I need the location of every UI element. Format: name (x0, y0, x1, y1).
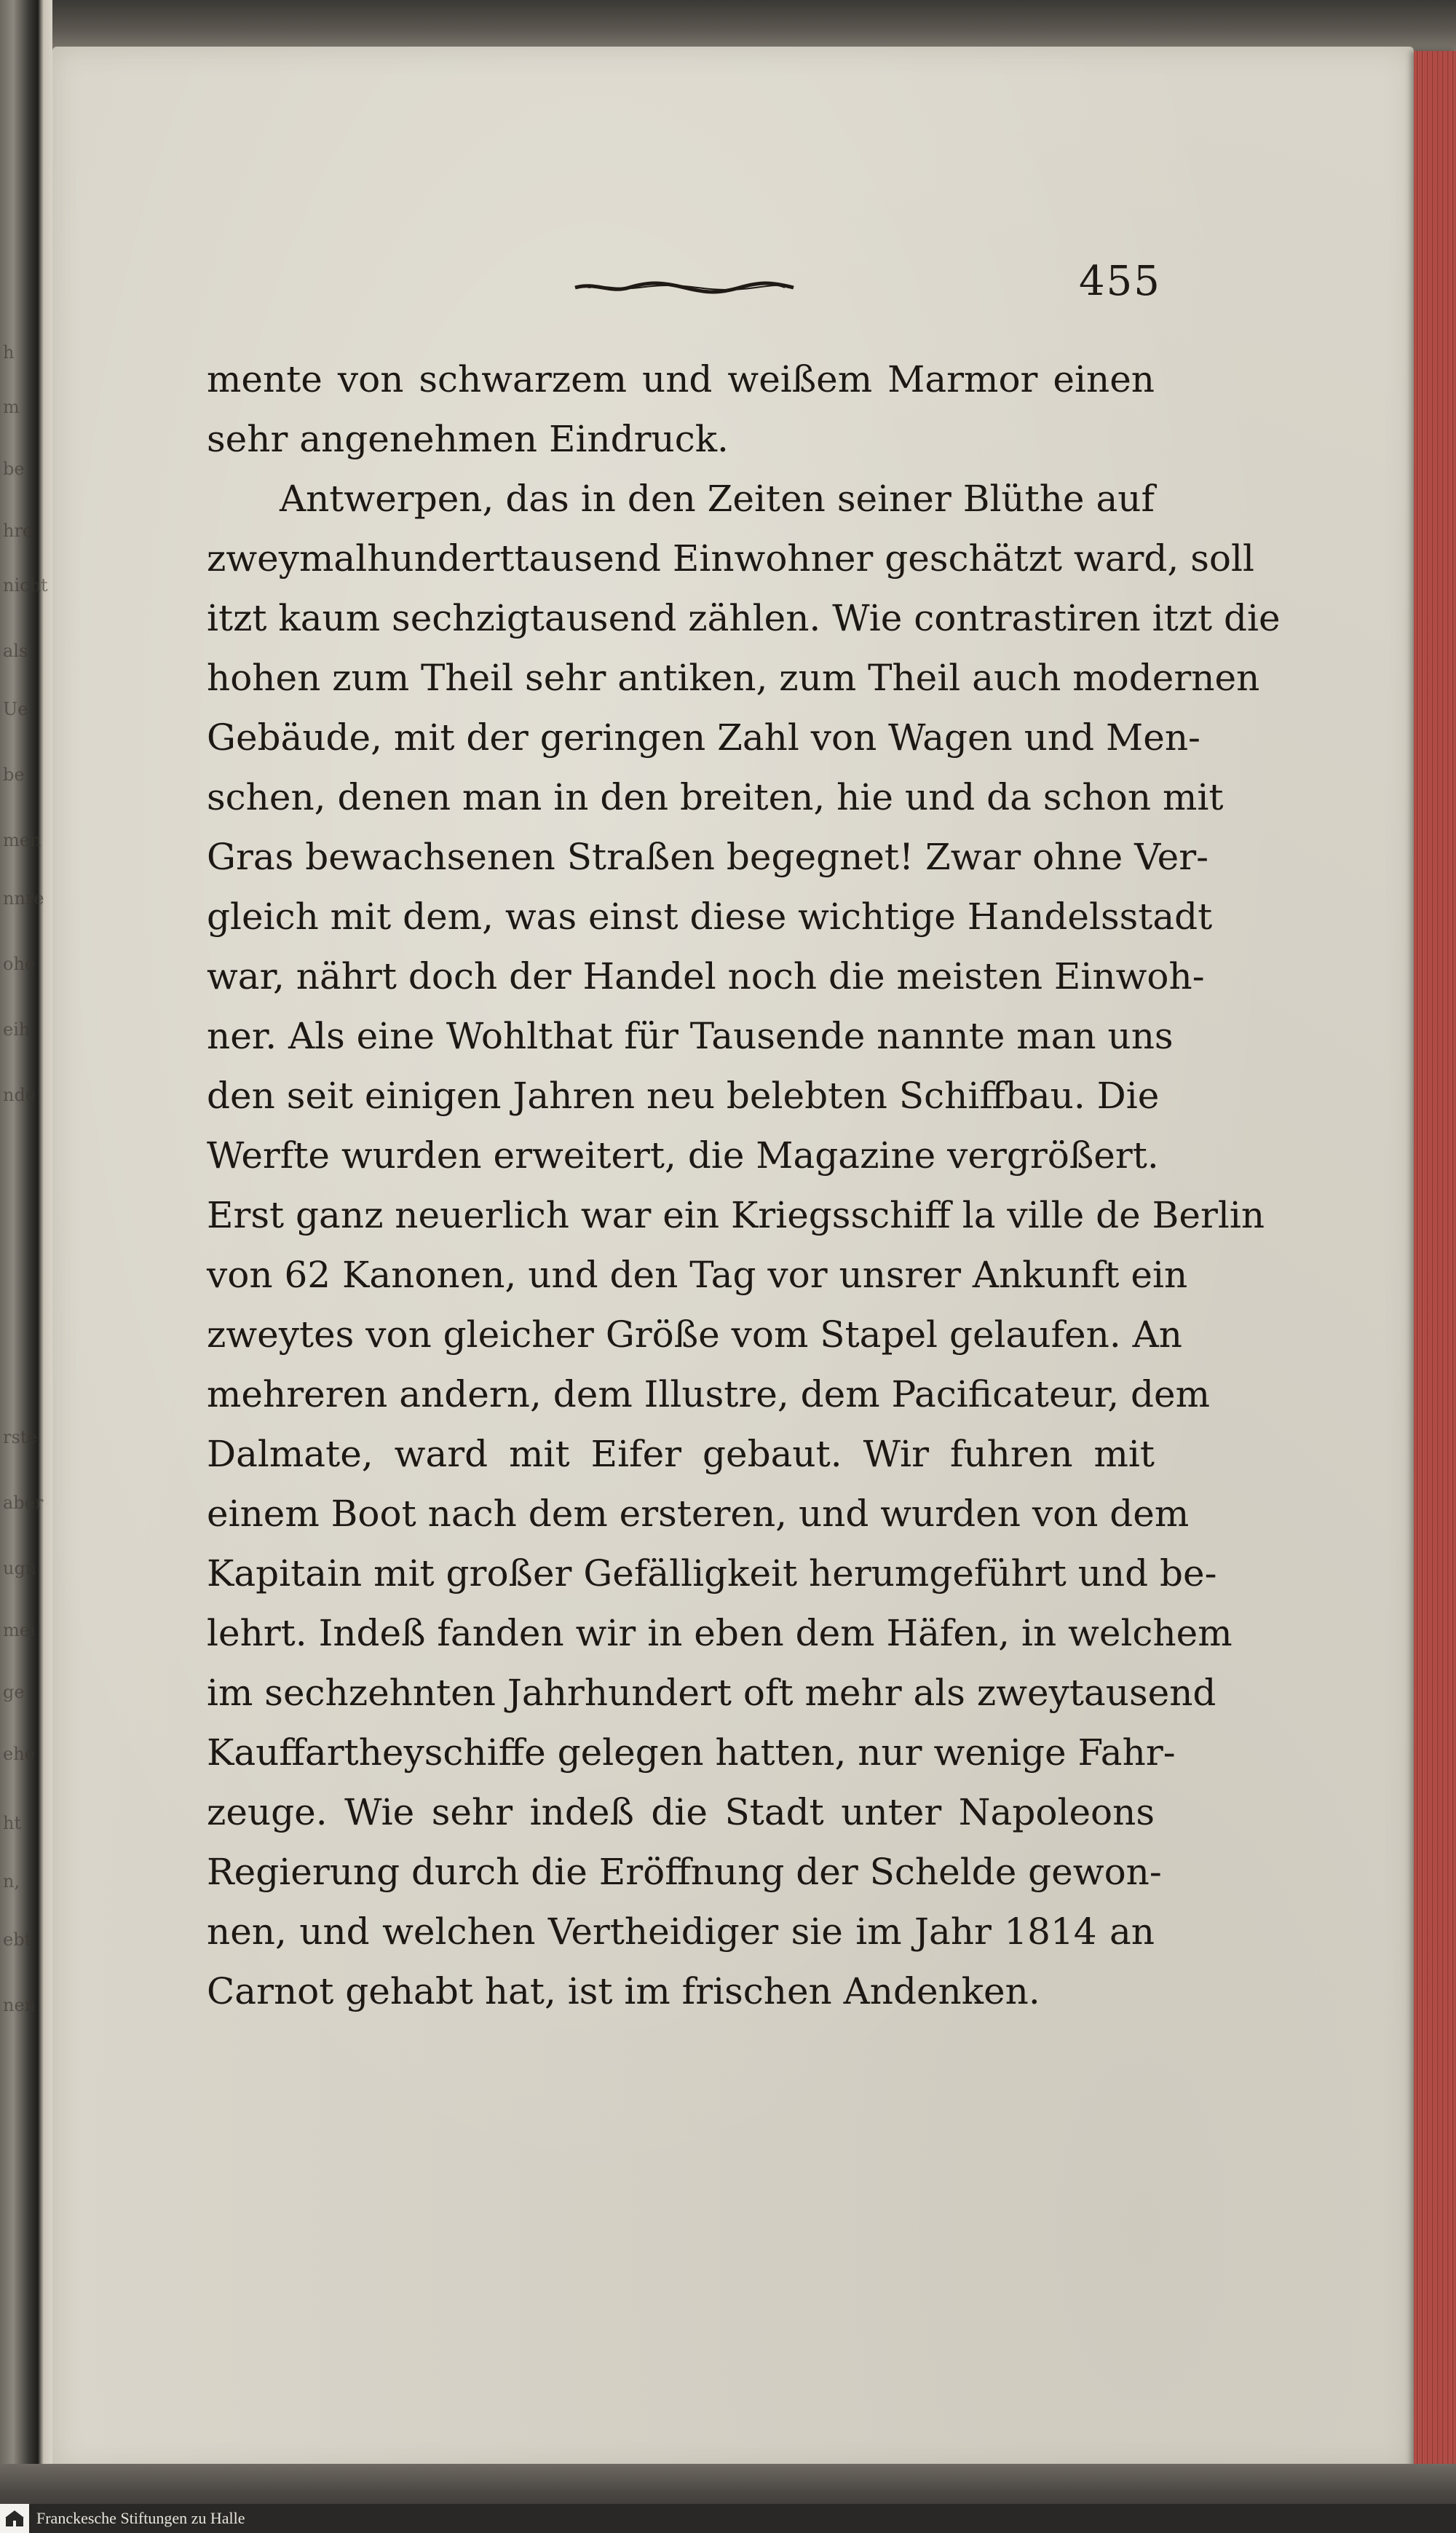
text-line: den seit einigen Jahren neu belebten Schiffbau. Die (207, 1075, 1160, 1117)
margin-fragment: ehe (3, 1744, 35, 1764)
margin-fragment: ugn (3, 1558, 37, 1578)
margin-fragment: ge (3, 1682, 25, 1702)
text-line: mehreren andern, dem Illustre, dem Pacificateur, dem (207, 1373, 1211, 1415)
text-line: war, nährt doch der Handel noch die meisten Einwoh- (207, 955, 1205, 997)
text-line: Werfte wurden erweitert, die Magazine vergrößert. (207, 1134, 1159, 1177)
margin-fragment: hre (3, 521, 33, 541)
text-line: von 62 Kanonen, und den Tag vor unsrer Ankunft ein (207, 1254, 1188, 1296)
scan-top-border (0, 0, 1456, 51)
text-line: zweytes von gleicher Größe vom Stapel gelaufen. An (207, 1313, 1182, 1356)
margin-fragment: ebt (3, 1929, 32, 1950)
page-number: 455 (1079, 258, 1161, 305)
header-ornament-rule (574, 279, 795, 296)
text-line: schen, denen man in den breiten, hie und da schon mit (207, 776, 1224, 818)
margin-fragment: ohe (3, 954, 36, 974)
text-line: nen, und welchen Vertheidiger sie im Jahr 1814 an (207, 1910, 1155, 1953)
margin-fragment: aber (3, 1493, 44, 1513)
library-footer (0, 2504, 1456, 2533)
text-line: Kauffartheyschiffe gelegen hatten, nur wenige Fahr- (207, 1731, 1176, 1774)
text-line: lehrt. Indeß fanden wir in eben dem Häfen, in welchem (207, 1612, 1233, 1654)
margin-fragment: mei (3, 1620, 36, 1640)
margin-fragment: nde (3, 1085, 36, 1105)
margin-fragment: men (3, 830, 41, 850)
margin-fragment: ht (3, 1813, 22, 1833)
margin-fragment: be (3, 459, 25, 479)
margin-fragment: eih (3, 1019, 31, 1040)
text-line: zeuge. Wie sehr indeß die Stadt unter Napoleons (207, 1791, 1155, 1833)
margin-fragment: n, (3, 1871, 20, 1892)
margin-fragment: m (3, 397, 20, 417)
text-line: mente von schwarzem und weißem Marmor einen (207, 358, 1155, 400)
text-line: im sechzehnten Jahrhundert oft mehr als zweytausend (207, 1672, 1216, 1714)
binding-gutter (0, 0, 52, 2533)
margin-fragment: Ue (3, 699, 28, 719)
text-line: Gebäude, mit der geringen Zahl von Wagen und Men- (207, 716, 1200, 759)
text-line: Antwerpen, das in den Zeiten seiner Blüthe auf (280, 478, 1155, 520)
text-line: hohen zum Theil sehr antiken, zum Theil auch modernen (207, 657, 1260, 699)
text-line: Kapitain mit großer Gefälligkeit herumgeführt und be- (207, 1552, 1217, 1595)
margin-fragment: rste (3, 1427, 38, 1447)
text-line: einem Boot nach dem ersteren, und wurden von dem (207, 1493, 1190, 1535)
margin-fragment: nen (3, 1995, 36, 2015)
text-line: sehr angenehmen Eindruck. (207, 418, 729, 460)
margin-fragment: nnre (3, 888, 44, 909)
margin-fragment: h (3, 342, 15, 363)
text-line: gleich mit dem, was einst diese wichtige Handelsstadt (207, 896, 1213, 938)
text-line: ner. Als eine Wohlthat für Tausende nannte man uns (207, 1015, 1174, 1057)
library-logo-icon (0, 2504, 29, 2533)
text-line: Regierung durch die Eröffnung der Schelde gewon- (207, 1851, 1162, 1893)
text-line: zweymalhunderttausend Einwohner geschätzt ward, soll (207, 537, 1254, 580)
margin-fragment: nicht (3, 575, 48, 596)
red-page-edges (1414, 51, 1456, 2475)
margin-fragment: be (3, 764, 25, 785)
text-line: Gras bewachsenen Straßen begegnet! Zwar ohne Ver- (207, 836, 1209, 878)
text-line: Dalmate, ward mit Eifer gebaut. Wir fuhren mit (207, 1433, 1155, 1475)
body-text (207, 349, 1281, 2021)
library-name: Franckesche Stiftungen zu Halle (36, 2509, 245, 2527)
margin-fragment: als (3, 641, 28, 661)
text-line: itzt kaum sechzigtausend zählen. Wie contrastiren itzt die (207, 597, 1281, 639)
text-line: Carnot gehabt hat, ist im frischen Andenken. (207, 1970, 1040, 2012)
text-line: Erst ganz neuerlich war ein Kriegsschiff la ville de Berlin (207, 1194, 1265, 1236)
